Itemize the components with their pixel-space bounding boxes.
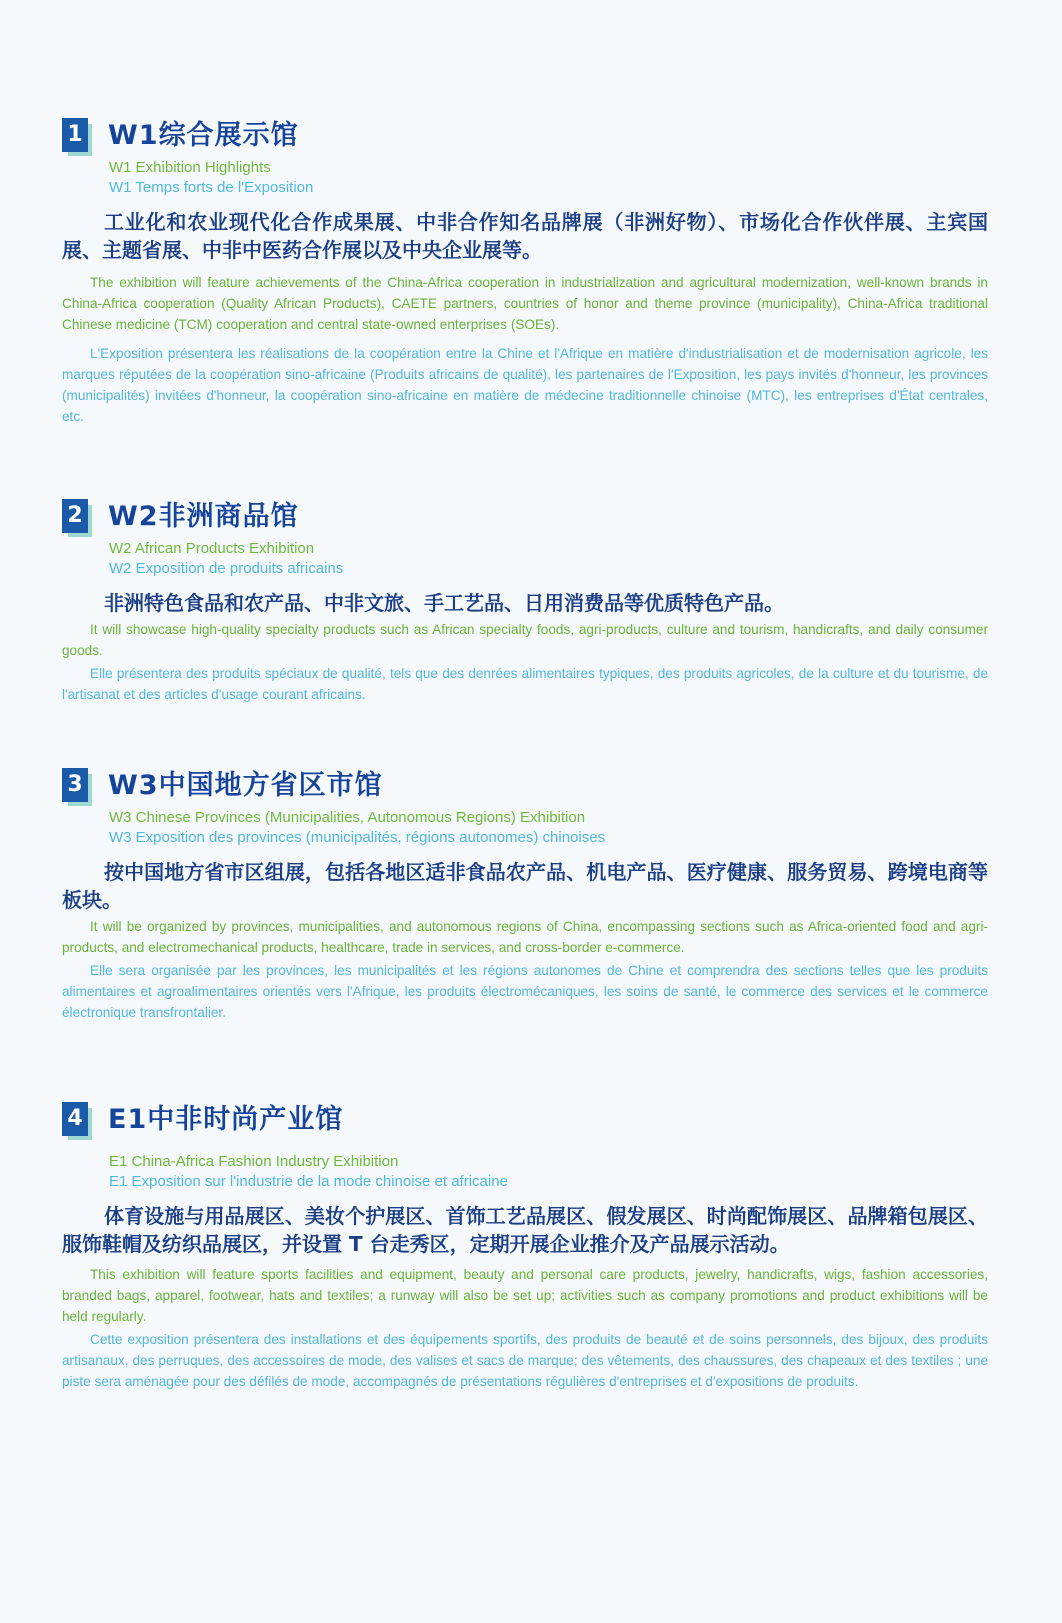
section-header	[62, 118, 988, 158]
english-description: The exhibition will feature achievements of the China-Africa cooperation in industrialization and agricultural modernization, well-known brands in China-Africa cooperation (Quality African Products), CAETE partners, countries of honor and theme province (municipality), China-Africa traditional Chinese medicine (TCM) cooperation and central state-owned enterprises (SOEs).	[62, 275, 988, 332]
french-description: Cette exposition présentera des installations et des équipements sportifs, des produits de beauté et de soins personnels, des bijoux, des produits artisanaux, des perruques, des accessoires de mode, des valises et sacs de marque; des vêtements, des chaussures, des chapeaux et des textiles ; une piste sera aménagée pour des défilés de mode, accompagnés de présentations régulières d'entreprises et d'expositions de produits.	[62, 1332, 988, 1389]
badge-number: 3	[62, 768, 88, 802]
number-badge	[62, 499, 92, 537]
spacer	[62, 1142, 988, 1152]
badge-number: 1	[62, 118, 88, 152]
english-description: This exhibition will feature sports facilities and equipment, beauty and personal care products, jewelry, handicrafts, wigs, fashion accessories, branded bags, apparel, footwear, hats and textiles; a runway will also be set up; activities such as company promotions and product exhibitions will be held regularly.	[62, 1267, 988, 1324]
subtitle-french: W3 Exposition des provinces (municipalités, régions autonomes) chinoises	[109, 829, 606, 846]
french-description: Elle sera organisée par les provinces, les municipalités et les régions autonomes de Chine et comprendra des sections telles que les produits alimentaires et agroalimentaires orientés vers l'Afrique, les produits électromécaniques, les soins de santé, le commerce des services et le commerce électronique transfrontalier.	[62, 963, 988, 1020]
chinese-description: 体育设施与用品展区、美妆个护展区、首饰工艺品展区、假发展区、时尚配饰展区、品牌箱包展区、服饰鞋帽及纺织品展区，并设置 T 台走秀区，定期开展企业推介及产品展示活动。	[62, 1204, 988, 1256]
section-title: W3中国地方省区市馆	[108, 770, 383, 801]
subtitle-french: W1 Temps forts de l'Exposition	[109, 179, 314, 196]
section-w2	[62, 499, 988, 705]
chinese-description: 非洲特色食品和农产品、中非文旅、手工艺品、日用消费品等优质特色产品。	[104, 591, 784, 615]
section-header	[62, 499, 988, 539]
french-description: L'Exposition présentera les réalisations de la coopération entre la Chine et l'Afrique en matière d'industrialisation et de modernisation agricole, les marques réputées de la coopération sino-africaine (Produits africains de qualité), les partenaires de l'Exposition, les pays invités d'honneur, les provinces (municipalités) invitées d'honneur, la coopération sino-africaine en matière de médecine traditionnelle chinoise (MTC), les entreprises d'État centrales, etc.	[62, 346, 988, 424]
subtitle-english: W3 Chinese Provinces (Municipalities, Autonomous Regions) Exhibition	[109, 809, 586, 826]
section-e1	[62, 1102, 988, 1392]
subtitle-english: W2 African Products Exhibition	[109, 540, 315, 557]
english-description: It will showcase high-quality specialty products such as African specialty foods, agri-products, culture and tourism, handicrafts, and daily consumer goods.	[62, 622, 988, 658]
chinese-description: 按中国地方省市区组展，包括各地区适非食品农产品、机电产品、医疗健康、服务贸易、跨境电商等板块。	[62, 860, 988, 912]
chinese-description: 工业化和农业现代化合作成果展、中非合作知名品牌展（非洲好物）、市场化合作伙伴展、主宾国展、主题省展、中非中医药合作展以及中央企业展等。	[62, 210, 988, 262]
french-description: Elle présentera des produits spéciaux de qualité, tels que des denrées alimentaires typiques, des produits agricoles, de la culture et du tourisme, de l'artisanat et des articles d'usage courant africains.	[62, 666, 988, 702]
badge-number: 2	[62, 499, 88, 533]
subtitle-english: E1 China-Africa Fashion Industry Exhibition	[109, 1153, 399, 1170]
number-badge	[62, 1102, 92, 1140]
section-title: E1中非时尚产业馆	[108, 1104, 344, 1135]
badge-number: 4	[62, 1102, 88, 1136]
subtitle-english: W1 Exhibition Highlights	[109, 159, 271, 176]
section-w1	[62, 118, 988, 427]
subtitle-french: W2 Exposition de produits africains	[109, 560, 344, 577]
subtitle-french: E1 Exposition sur l'industrie de la mode chinoise et africaine	[109, 1173, 508, 1190]
section-w3	[62, 768, 988, 1023]
section-title: W2非洲商品馆	[108, 501, 299, 532]
section-header	[62, 768, 988, 808]
english-description: It will be organized by provinces, municipalities, and autonomous regions of China, encompassing sections such as Africa-oriented food and agri-products, and electromechanical products, healthcare, trade in services, and cross-border e-commerce.	[62, 919, 988, 955]
number-badge	[62, 768, 92, 806]
number-badge	[62, 118, 92, 156]
section-header	[62, 1102, 988, 1142]
section-title: W1综合展示馆	[108, 120, 299, 151]
